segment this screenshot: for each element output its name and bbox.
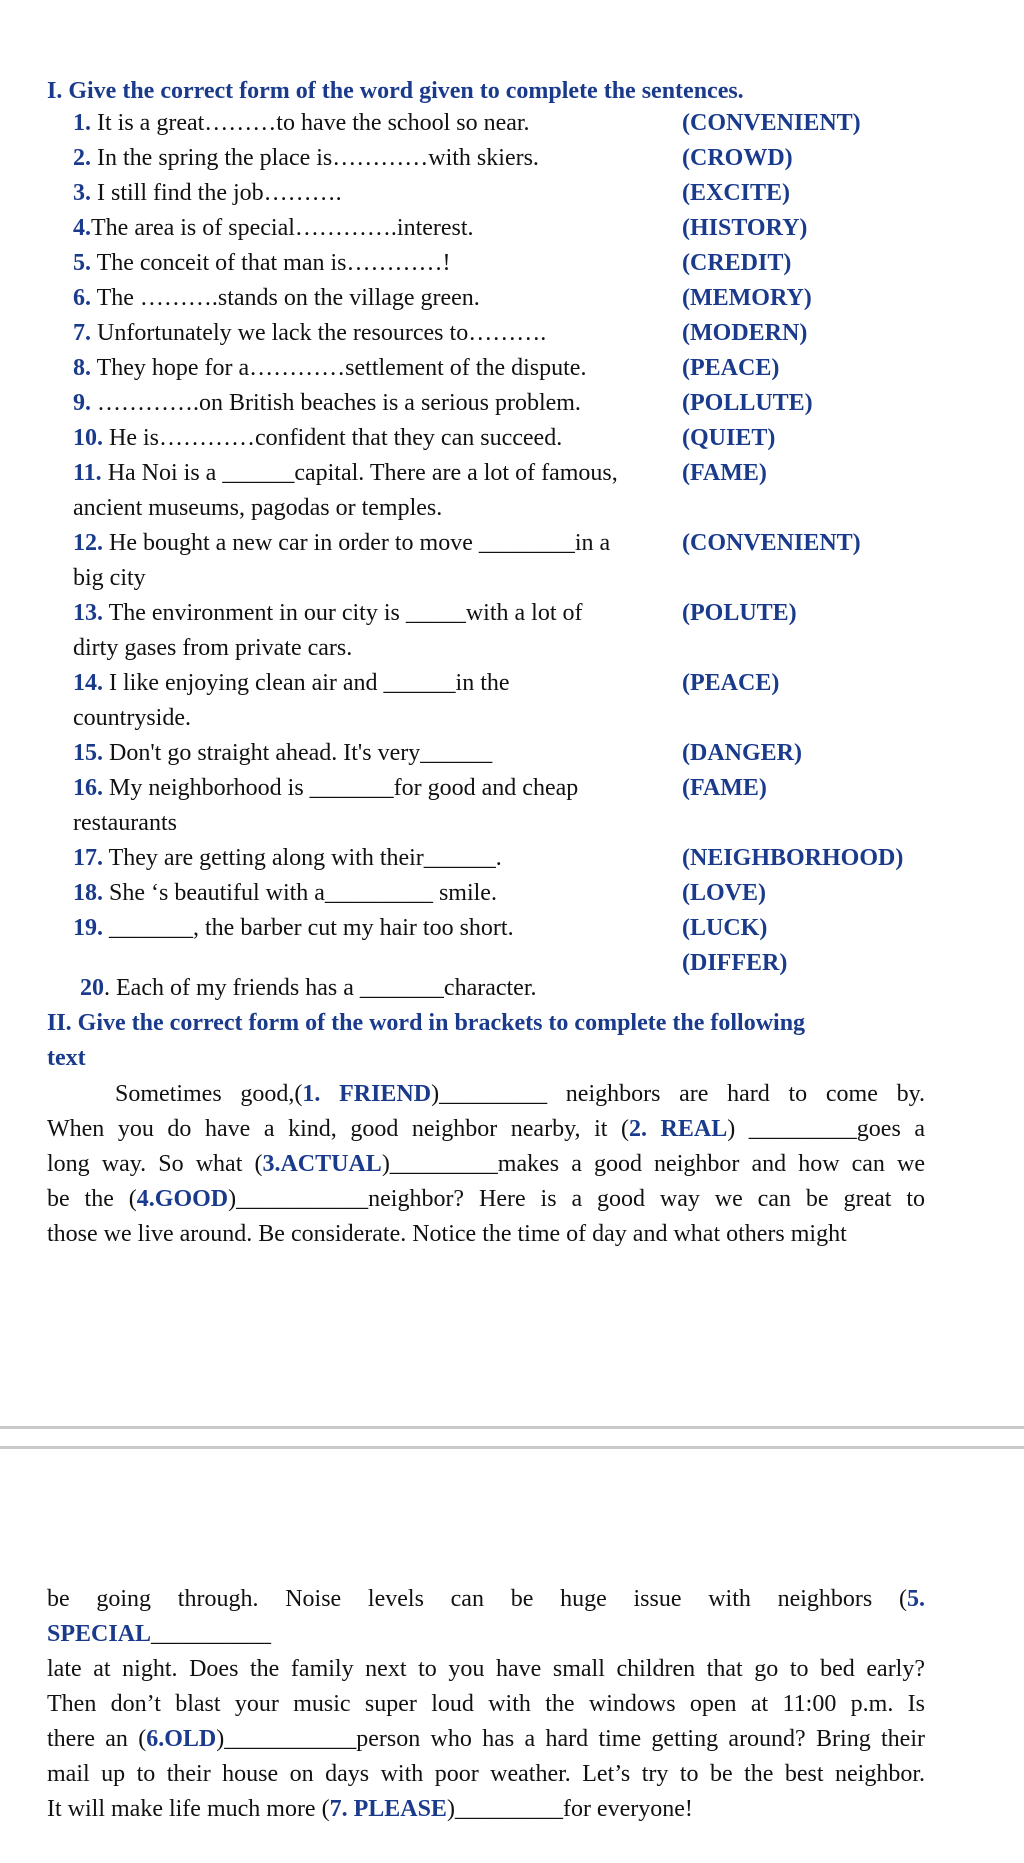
item-text: They are getting along with their______. (103, 845, 502, 871)
item-keyword: (LUCK) (682, 915, 768, 941)
item-number: 9. (73, 390, 91, 416)
item-text: My neighborhood is _______for good and cheap (103, 775, 579, 801)
item-text: The environment in our city is _____with a lot of (103, 600, 583, 626)
item-text: He bought a new car in order to move ________in a (103, 530, 611, 556)
item-text: The conceit of that man is…………! (91, 250, 451, 276)
item-text: I still find the job………. (91, 180, 342, 206)
item-number: 17. (73, 845, 103, 871)
item-continuation: ancient museums, pagodas or temples. (73, 495, 443, 521)
exercise-item (73, 666, 510, 700)
exercise-item (73, 421, 562, 455)
paragraph-line: mail up to their house on days with poor weather. Let’s try to be the best neighbor. (47, 1761, 925, 1787)
item-text: Unfortunately we lack the resources to………. (91, 320, 547, 346)
item-keyword: (QUIET) (682, 425, 776, 451)
item-text: The area is of special………….interest. (91, 215, 474, 241)
item-text: _______, the barber cut my hair too short. (103, 915, 514, 941)
item-keyword: (FAME) (682, 775, 767, 801)
item-keyword: (DIFFER) (682, 950, 788, 976)
item-keyword: (NEIGHBORHOOD) (682, 845, 904, 871)
paragraph-line: there an (6.OLD)___________person who has a hard time getting around? Bring their (47, 1726, 925, 1752)
item-keyword: (POLLUTE) (682, 390, 813, 416)
item-keyword: (CREDIT) (682, 250, 792, 276)
paragraph-line: late at night. Does the family next to you have small children that go to bed early? (47, 1656, 925, 1682)
item-number: 11. (73, 460, 102, 486)
item-keyword: (FAME) (682, 460, 767, 486)
exercise-item (73, 876, 497, 910)
section1-heading: I. Give the correct form of the word given to complete the sentences. (47, 78, 744, 104)
item-number: 14. (73, 670, 103, 696)
exercise-item (80, 971, 537, 1005)
item-number: 6. (73, 285, 91, 311)
item-text: In the spring the place is…………with skiers. (91, 145, 539, 171)
page-divider (0, 1426, 1024, 1429)
exercise-item (73, 596, 582, 630)
exercise-item (73, 211, 474, 245)
section2-heading: II. Give the correct form of the word in brackets to complete the following (47, 1010, 806, 1036)
section2-heading-cont: text (47, 1045, 86, 1071)
item-number: 5. (73, 250, 91, 276)
exercise-item (73, 106, 530, 140)
item-keyword: (MEMORY) (682, 285, 812, 311)
item-text: They hope for a…………settlement of the dispute. (91, 355, 587, 381)
item-text: . Each of my friends has a _______character. (104, 975, 537, 1001)
item-keyword: (CONVENIENT) (682, 110, 861, 136)
item-number: 15. (73, 740, 103, 766)
item-number: 1. (73, 110, 91, 136)
item-text: ………….on British beaches is a serious problem. (91, 390, 581, 416)
item-number: 13. (73, 600, 103, 626)
paragraph-line: SPECIAL__________ (47, 1621, 272, 1647)
exercise-item (73, 141, 539, 175)
exercise-item (73, 771, 578, 805)
item-continuation: dirty gases from private cars. (73, 635, 353, 661)
item-text: She ‘s beautiful with a_________ smile. (103, 880, 497, 906)
item-number: 12. (73, 530, 103, 556)
item-keyword: (CONVENIENT) (682, 530, 861, 556)
item-keyword: (MODERN) (682, 320, 808, 346)
exercise-item (73, 841, 502, 875)
exercise-item (73, 386, 581, 420)
item-continuation: countryside. (73, 705, 191, 731)
paragraph-line: It will make life much more (7. PLEASE)_________for everyone! (47, 1796, 693, 1822)
item-text: The ……….stands on the village green. (91, 285, 480, 311)
item-text: It is a great………to have the school so near. (91, 110, 530, 136)
item-text: I like enjoying clean air and ______in the (103, 670, 510, 696)
paragraph-line: be the (4.GOOD)___________neighbor? Here is a good way we can be great to (47, 1186, 925, 1212)
exercise-item (73, 736, 492, 770)
item-number: 10. (73, 425, 103, 451)
item-text: Don't go straight ahead. It's very______ (103, 740, 493, 766)
item-keyword: (EXCITE) (682, 180, 791, 206)
exercise-item (73, 176, 342, 210)
paragraph-line: Sometimes good,(1. FRIEND)_________ neighbors are hard to come by. (115, 1081, 926, 1107)
exercise-item (73, 526, 610, 560)
page-divider (0, 1446, 1024, 1449)
paragraph-line: those we live around. Be considerate. Notice the time of day and what others might (47, 1221, 847, 1247)
item-number: 8. (73, 355, 91, 381)
item-keyword: (POLUTE) (682, 600, 797, 626)
exercise-item (73, 281, 480, 315)
item-number: 4. (73, 215, 91, 241)
item-text: Ha Noi is a ______capital. There are a lot of famous, (101, 460, 618, 486)
exercise-item (73, 316, 546, 350)
item-keyword: (HISTORY) (682, 215, 808, 241)
item-number: 18. (73, 880, 103, 906)
item-continuation: big city (73, 565, 146, 591)
paragraph-line: long way. So what (3.ACTUAL)_________makes a good neighbor and how can we (47, 1151, 926, 1177)
item-number: 7. (73, 320, 91, 346)
item-number: 2. (73, 145, 91, 171)
exercise-item (73, 351, 586, 385)
exercise-item (73, 246, 450, 280)
item-continuation: restaurants (73, 810, 177, 836)
item-keyword: (LOVE) (682, 880, 766, 906)
item-number: 19. (73, 915, 103, 941)
item-number: 20 (80, 975, 104, 1001)
item-number: 3. (73, 180, 91, 206)
item-text: He is…………confident that they can succeed. (103, 425, 563, 451)
paragraph-line: be going through. Noise levels can be huge issue with neighbors (5. (47, 1586, 925, 1612)
paragraph-line: When you do have a kind, good neighbor nearby, it (2. REAL) _________goes a (47, 1116, 926, 1142)
exercise-item (73, 911, 514, 945)
item-number: 16. (73, 775, 103, 801)
item-keyword: (CROWD) (682, 145, 793, 171)
item-keyword: (PEACE) (682, 670, 780, 696)
item-keyword: (DANGER) (682, 740, 802, 766)
paragraph-line: Then don’t blast your music super loud with the windows open at 11:00 p.m. Is (47, 1691, 925, 1717)
item-keyword: (PEACE) (682, 355, 780, 381)
exercise-item (73, 456, 618, 490)
